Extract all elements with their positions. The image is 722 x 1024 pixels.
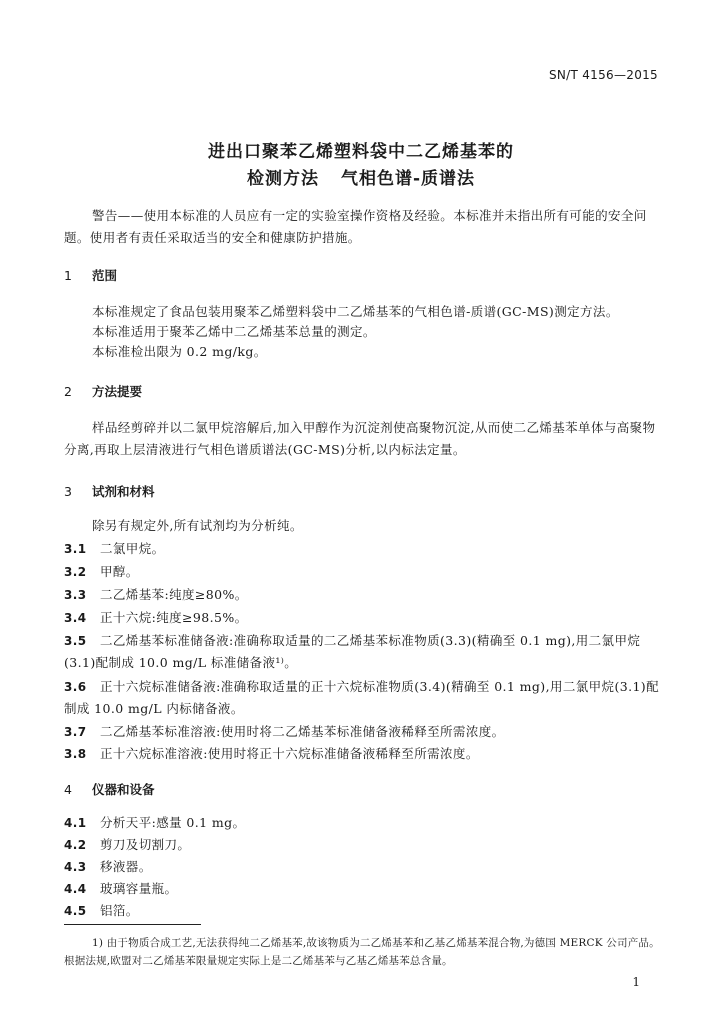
section-title: 方法提要 (92, 384, 143, 399)
item-number: 4.1 (64, 816, 87, 830)
warning-paragraph: 警告——使用本标准的人员应有一定的实验室操作资格及经验。本标准并未指出所有可能的安全问题。使用者有责任采取适当的安全和健康防护措施。 (64, 208, 647, 245)
item-number: 4.4 (64, 882, 87, 896)
item-number: 3.5 (64, 634, 87, 648)
list-item (64, 561, 660, 583)
section-number: 1 (64, 268, 72, 283)
section-title: 仪器和设备 (92, 782, 155, 797)
title-part-method: 检测方法 (246, 169, 319, 189)
item-number: 4.2 (64, 838, 87, 852)
item-number: 3.6 (64, 680, 87, 694)
item-number: 3.4 (64, 611, 87, 625)
section-number: 2 (64, 384, 72, 399)
title-part-technique: 气相色谱-质谱法 (340, 169, 476, 189)
item-text: 正十六烷标准储备液:准确称取适量的正十六烷标准物质(3.4)(精确至 0.1 mg),用二氯甲烷(3.1)配制成 10.0 mg/L 内标储备液。 (64, 679, 659, 716)
item-number: 3.2 (64, 565, 87, 579)
item-text: 正十六烷:纯度≥98.5%。 (100, 610, 248, 625)
section-number: 4 (64, 782, 72, 797)
list-item (64, 676, 660, 720)
list-item (64, 900, 660, 922)
item-number: 3.8 (64, 747, 87, 761)
document-title-line1: 进出口聚苯乙烯塑料袋中二乙烯基苯的 (208, 142, 514, 162)
list-item (64, 584, 660, 606)
item-text: 甲醇。 (100, 564, 139, 579)
item-number: 3.1 (64, 542, 87, 556)
section-3-heading (64, 482, 155, 500)
footnote-rule (64, 924, 201, 925)
method-summary-paragraph: 样品经剪碎并以二氯甲烷溶解后,加入甲醇作为沉淀剂使高聚物沉淀,从而使二乙烯基苯单体与高聚物分离,再取上层清液进行气相色谱质谱法(GC-MS)分析,以内标法定量。 (64, 420, 656, 457)
list-item (64, 721, 660, 743)
list-item (64, 630, 660, 674)
list-item (64, 607, 660, 629)
item-text: 剪刀及切割刀。 (100, 837, 191, 852)
item-number: 4.5 (64, 904, 87, 918)
list-item (64, 878, 660, 900)
section-4-heading (64, 780, 155, 798)
list-item (64, 834, 660, 856)
section-1-heading (64, 266, 117, 284)
section-2-heading (64, 382, 142, 400)
item-number: 3.3 (64, 588, 87, 602)
page-number: 1 (632, 975, 640, 989)
footnote: 1) 由于物质合成工艺,无法获得纯二乙烯基苯,故该物质为二乙烯基苯和乙基乙烯基苯混合物,为德国 MERCK 公司产品。根据法规,欧盟对二乙烯基苯限量规定实际上是二乙烯基苯与乙基乙烯基苯总含量。 (64, 937, 660, 967)
item-text: 分析天平:感量 0.1 mg。 (100, 815, 246, 830)
item-text: 移液器。 (100, 859, 152, 874)
scope-line-1: 本标准规定了食品包装用聚苯乙烯塑料袋中二乙烯基苯的气相色谱-质谱(GC-MS)测定方法。 (92, 304, 619, 319)
section-number: 3 (64, 484, 72, 499)
item-number: 3.7 (64, 725, 87, 739)
item-text: 二氯甲烷。 (100, 541, 165, 556)
list-item (64, 856, 660, 878)
item-number: 4.3 (64, 860, 87, 874)
section-title: 范围 (92, 268, 118, 283)
item-text: 铝箔。 (100, 903, 139, 918)
document-title-line2 (0, 164, 722, 189)
section-title: 试剂和材料 (92, 484, 155, 499)
item-text: 正十六烷标准溶液:使用时将正十六烷标准储备液稀释至所需浓度。 (100, 746, 479, 761)
reagents-intro: 除另有规定外,所有试剂均为分析纯。 (92, 518, 303, 533)
scope-line-3: 本标准检出限为 0.2 mg/kg。 (92, 344, 267, 359)
list-item (64, 812, 660, 834)
item-text: 玻璃容量瓶。 (100, 881, 178, 896)
list-item (64, 538, 660, 560)
item-text: 二乙烯基苯标准溶液:使用时将二乙烯基苯标准储备液稀释至所需浓度。 (100, 724, 505, 739)
item-text: 二乙烯基苯:纯度≥80%。 (100, 587, 248, 602)
standard-code: SN/T 4156—2015 (548, 68, 658, 82)
scope-line-2: 本标准适用于聚苯乙烯中二乙烯基苯总量的测定。 (92, 324, 376, 339)
list-item (64, 743, 660, 765)
item-text: 二乙烯基苯标准储备液:准确称取适量的二乙烯基苯标准物质(3.3)(精确至 0.1 mg),用二氯甲烷(3.1)配制成 10.0 mg/L 标准储备液¹⁾。 (64, 633, 641, 670)
